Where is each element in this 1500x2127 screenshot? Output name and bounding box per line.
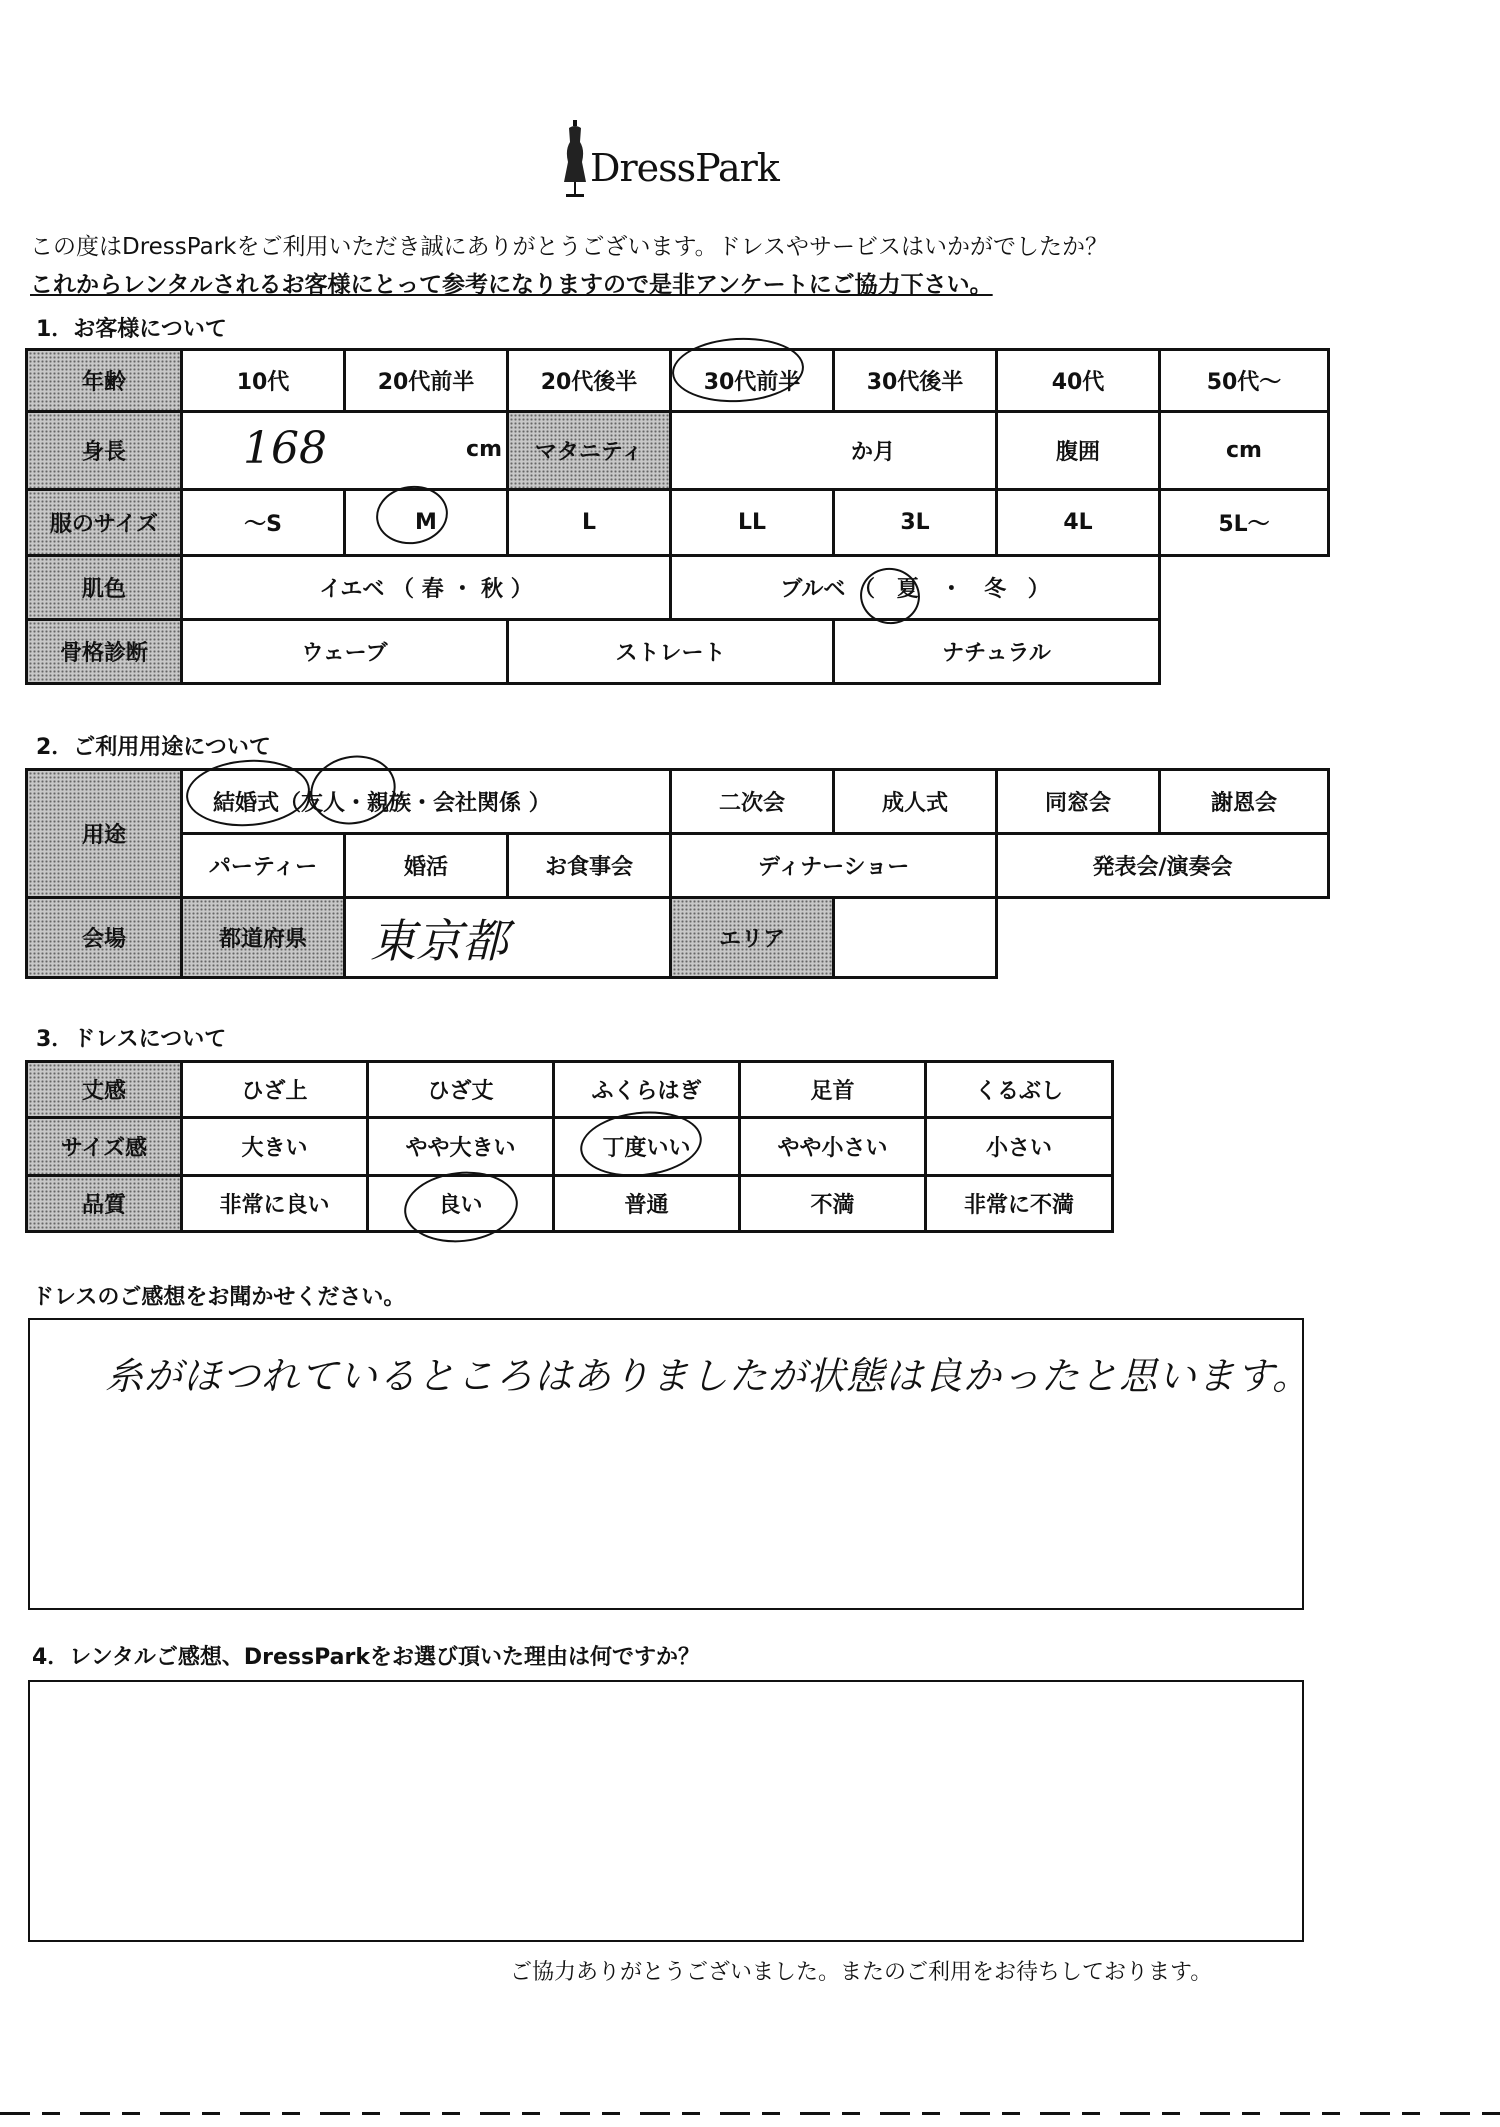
usage-thanks[interactable]: 謝恩会 [1160,770,1329,834]
frame-option[interactable]: ナチュラル [834,620,1160,684]
skin-blue-base[interactable] [671,556,1160,620]
age-option[interactable]: 20代前半 [345,350,508,412]
comment-prompt: ドレスのご感想をお聞かせください。 [32,1285,406,1310]
dress-form-icon [560,120,590,200]
size-option[interactable]: 3L [834,490,997,556]
maternity-label: マタニティ [508,412,671,490]
usage-friend-selected[interactable]: 友人 [301,791,346,816]
age-option[interactable]: 10代 [182,350,345,412]
waist-label: 腹囲 [997,412,1160,490]
quality-option[interactable]: 非常に良い [182,1176,368,1232]
size-option-selected[interactable]: M [345,490,508,556]
quality-option[interactable]: 普通 [554,1176,740,1232]
skin-blue-prefix: ブルベ （ [780,577,876,602]
skin-blue-dot: ・ [940,577,963,602]
usage-wedding-selected[interactable]: 結婚式 [213,791,280,816]
age-option[interactable]: 20代後半 [508,350,671,412]
quality-option[interactable]: 非常に不満 [926,1176,1113,1232]
frame-label: 骨格診断 [27,620,182,684]
fit-option[interactable]: やや小さい [740,1118,926,1176]
prefecture-field[interactable] [345,898,671,978]
intro-request: これからレンタルされるお客様にとって参考になりますので是非アンケートにご協力下さい。 [30,272,993,298]
area-label: エリア [671,898,834,978]
size-option[interactable]: 5L～ [1160,490,1329,556]
age-option[interactable]: 40代 [997,350,1160,412]
size-option[interactable]: 4L [997,490,1160,556]
dress-table [25,1060,1114,1233]
section1-title: 1．お客様について [36,317,227,342]
fit-option[interactable]: 小さい [926,1118,1113,1176]
length-option[interactable]: ふくらはぎ [554,1062,740,1118]
skin-summer-selected[interactable]: 夏 [896,577,919,602]
size-option[interactable]: L [508,490,671,556]
skin-winter[interactable]: 冬 [984,577,1007,602]
skin-yellow-base[interactable]: イエベ （ 春 ・ 秋 ） [182,556,671,620]
reason-box[interactable] [28,1680,1304,1942]
usage-wedding-row[interactable] [182,770,671,834]
height-unit: cm [466,437,502,462]
length-option[interactable]: ひざ丈 [368,1062,554,1118]
maternity-months[interactable]: か月 [671,412,997,490]
fit-option[interactable]: やや大きい [368,1118,554,1176]
venue-label: 会場 [27,898,182,978]
usage-paren-open: （ [279,791,302,816]
length-option[interactable]: ひざ上 [182,1062,368,1118]
prefecture-value: 東京都 [370,913,508,968]
height-field[interactable] [182,412,508,490]
section3-title: 3．ドレスについて [36,1027,227,1052]
quality-option-selected[interactable]: 良い [368,1176,554,1232]
size-option[interactable]: LL [671,490,834,556]
skin-blue-suffix: ） [1027,577,1050,602]
footer-thanks: ご協力ありがとうございました。またのご利用をお待ちしております。 [510,1960,1213,1985]
length-option[interactable]: 足首 [740,1062,926,1118]
skin-label: 肌色 [27,556,182,620]
section2-title: 2．ご利用用途について [36,735,271,760]
area-field[interactable] [834,898,997,978]
usage-party[interactable]: パーティー [182,834,345,898]
frame-option[interactable]: ストレート [508,620,834,684]
age-option-selected[interactable]: 30代前半 [671,350,834,412]
dresspark-logo [560,120,800,200]
prefecture-label: 都道府県 [182,898,345,978]
size-label: 服のサイズ [27,490,182,556]
age-label: 年齢 [27,350,182,412]
usage-coming-of-age[interactable]: 成人式 [834,770,997,834]
usage-konkatsu[interactable]: 婚活 [345,834,508,898]
size-option[interactable]: ～S [182,490,345,556]
usage-dinner-party[interactable]: お食事会 [508,834,671,898]
waist-unit[interactable]: cm [1160,412,1329,490]
brand-name: DressPark [590,146,779,190]
frame-option[interactable]: ウェーブ [182,620,508,684]
length-option[interactable]: くるぶし [926,1062,1113,1118]
intro-text: この度はDressParkをご利用いただき誠にありがとうございます。ドレスやサービスはいかがでしたか？ [30,234,1108,260]
usage-reunion[interactable]: 同窓会 [997,770,1160,834]
length-label: 丈感 [27,1062,182,1118]
scan-edge-line [0,2112,1500,2115]
customer-table [25,348,1330,685]
height-value: 168 [243,423,327,474]
comment-text: 糸がほつれているところはありましたが状態は良かったと思います。 [105,1354,1311,1398]
usage-table [25,768,1330,979]
height-label: 身長 [27,412,182,490]
usage-recital[interactable]: 発表会/演奏会 [997,834,1329,898]
usage-label: 用途 [27,770,182,898]
section4-title: 4．レンタルご感想、DressParkをお選び頂いた理由は何ですか？ [32,1645,700,1670]
usage-dinner-show[interactable]: ディナーショー [671,834,997,898]
fit-label: サイズ感 [27,1118,182,1176]
age-option[interactable]: 50代～ [1160,350,1329,412]
quality-option[interactable]: 不満 [740,1176,926,1232]
usage-relation-rest: ・親族・会社関係 ） [345,791,551,816]
fit-option[interactable]: 大きい [182,1118,368,1176]
usage-afterparty[interactable]: 二次会 [671,770,834,834]
fit-option-selected[interactable]: 丁度いい [554,1118,740,1176]
age-option[interactable]: 30代後半 [834,350,997,412]
quality-label: 品質 [27,1176,182,1232]
